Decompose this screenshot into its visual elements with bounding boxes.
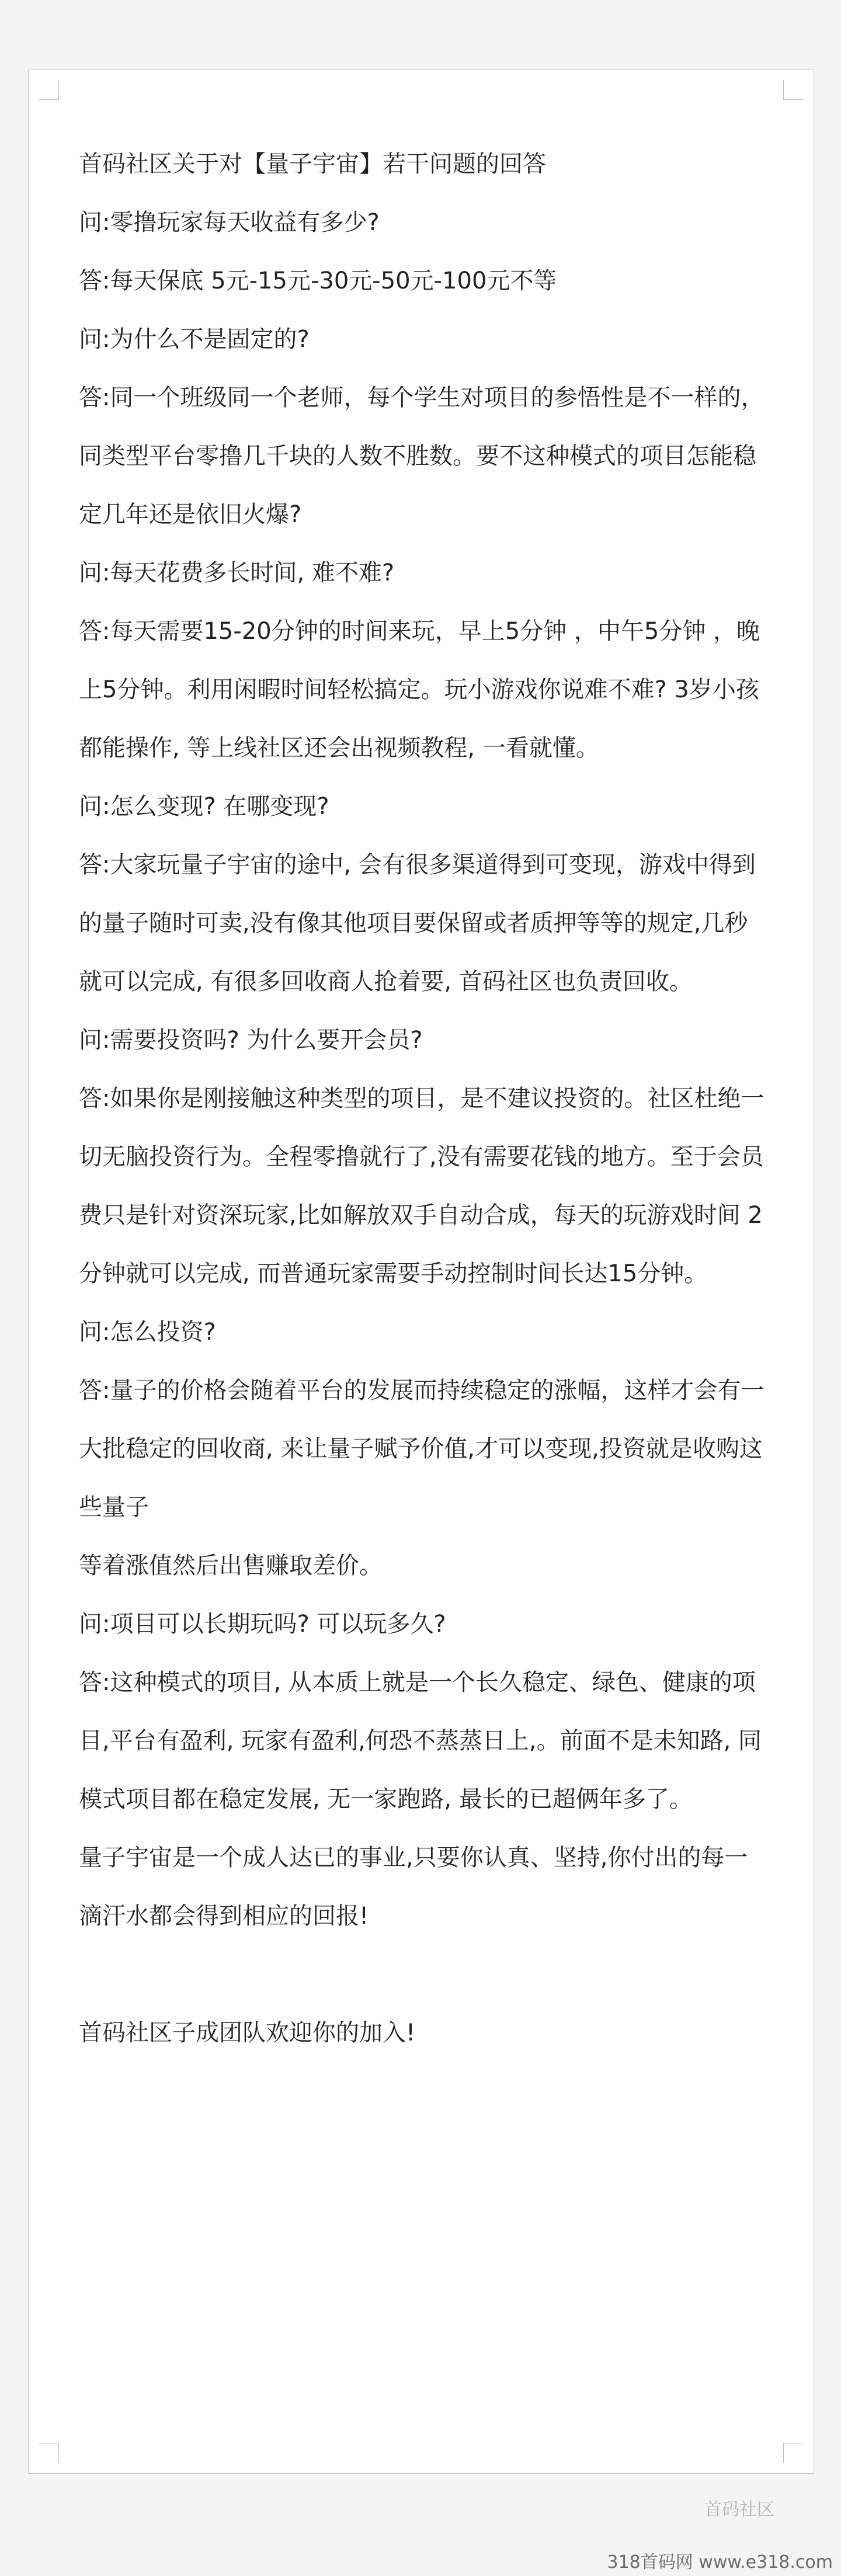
question-investment-membership: 问:需要投资吗? 为什么要开会员? — [79, 1027, 423, 1054]
corner-mark-top-left — [39, 80, 59, 100]
answer-how-to-invest: 答:量子的价格会随着平台的发展而持续稳定的涨幅，这样才会有一大批稳定的回收商, 来让量子赋予价值,才可以变现,投资就是收购这些量子 — [79, 1377, 764, 1521]
article-title: 首码社区关于对【量子宇宙】若干问题的回答 — [79, 151, 546, 178]
answer-time-spent: 答:每天需要15-20分钟的时间来玩，早上5分钟 ，中午5分钟 ，晚上5分钟。利用闲暇时间轻松搞定。玩小游戏你说难不难? 3岁小孩都能操作, 等上线社区还会出视频教程, 一看就懂。 — [79, 618, 760, 762]
welcome-message: 首码社区子成团队欢迎你的加入! — [79, 2019, 416, 2046]
answer-not-fixed: 答:同一个班级同一个老师，每个学生对项目的参悟性是不一样的，同类型平台零撸几千块的人数不胜数。要不这种模式的项目怎能稳定几年还是依旧火爆? — [79, 384, 764, 528]
question-time-spent: 问:每天花费多长时间, 难不难? — [79, 559, 395, 586]
question-how-to-invest: 问:怎么投资? — [79, 1319, 216, 1346]
question-not-fixed: 问:为什么不是固定的? — [79, 326, 310, 353]
closing-statement: 量子宇宙是一个成人达已的事业,只要你认真、坚持,你付出的每一滴汗水都会得到相应的回报! — [79, 1844, 748, 1930]
answer-investment-membership: 答:如果你是刚接触这种类型的项目，是不建议投资的。社区杜绝一切无脑投资行为。全程零撸就行了,没有需要花钱的地方。至于会员费只是针对资深玩家,比如解放双手自动合成，每天的玩游戏时间 2分钟就可以完成, 而普通玩家需要手动控制时间长达15分钟。 — [79, 1085, 764, 1287]
answer-long-term: 答:这种模式的项目, 从本质上就是一个长久稳定、绿色、健康的项目,平台有盈利, 玩家有盈利,何恐不蒸蒸日上,。前面不是未知路, 同模式项目都在稳定发展, 无一家跑路, 最长的已超俩年多了。 — [79, 1669, 762, 1813]
watermark-text: 首码社区 — [704, 2499, 774, 2520]
answer-how-to-invest-continued: 等着涨值然后出售赚取差价。 — [79, 1552, 383, 1579]
corner-mark-bottom-left — [39, 2443, 59, 2463]
answer-cash-out: 答:大家玩量子宇宙的途中, 会有很多渠道得到可变现，游戏中得到的量子随时可卖,没有像其他项目要保留或者质押等等的规定,几秒就可以完成, 有很多回收商人抢着要, 首码社区也负责回收。 — [79, 851, 756, 995]
corner-mark-top-right — [783, 80, 803, 100]
answer-daily-earnings: 答:每天保底 5元-15元-30元-50元-100元不等 — [79, 267, 557, 294]
article-card — [28, 69, 814, 2474]
corner-mark-bottom-right — [783, 2443, 803, 2463]
question-long-term: 问:项目可以长期玩吗? 可以玩多久? — [79, 1611, 446, 1638]
site-footer-text: 318首码网 www.e318.com — [607, 2552, 833, 2572]
article-body — [79, 135, 768, 2062]
question-cash-out: 问:怎么变现? 在哪变现? — [79, 793, 329, 820]
question-daily-earnings: 问:零撸玩家每天收益有多少? — [79, 209, 380, 236]
paragraph-gap — [79, 1945, 768, 2004]
